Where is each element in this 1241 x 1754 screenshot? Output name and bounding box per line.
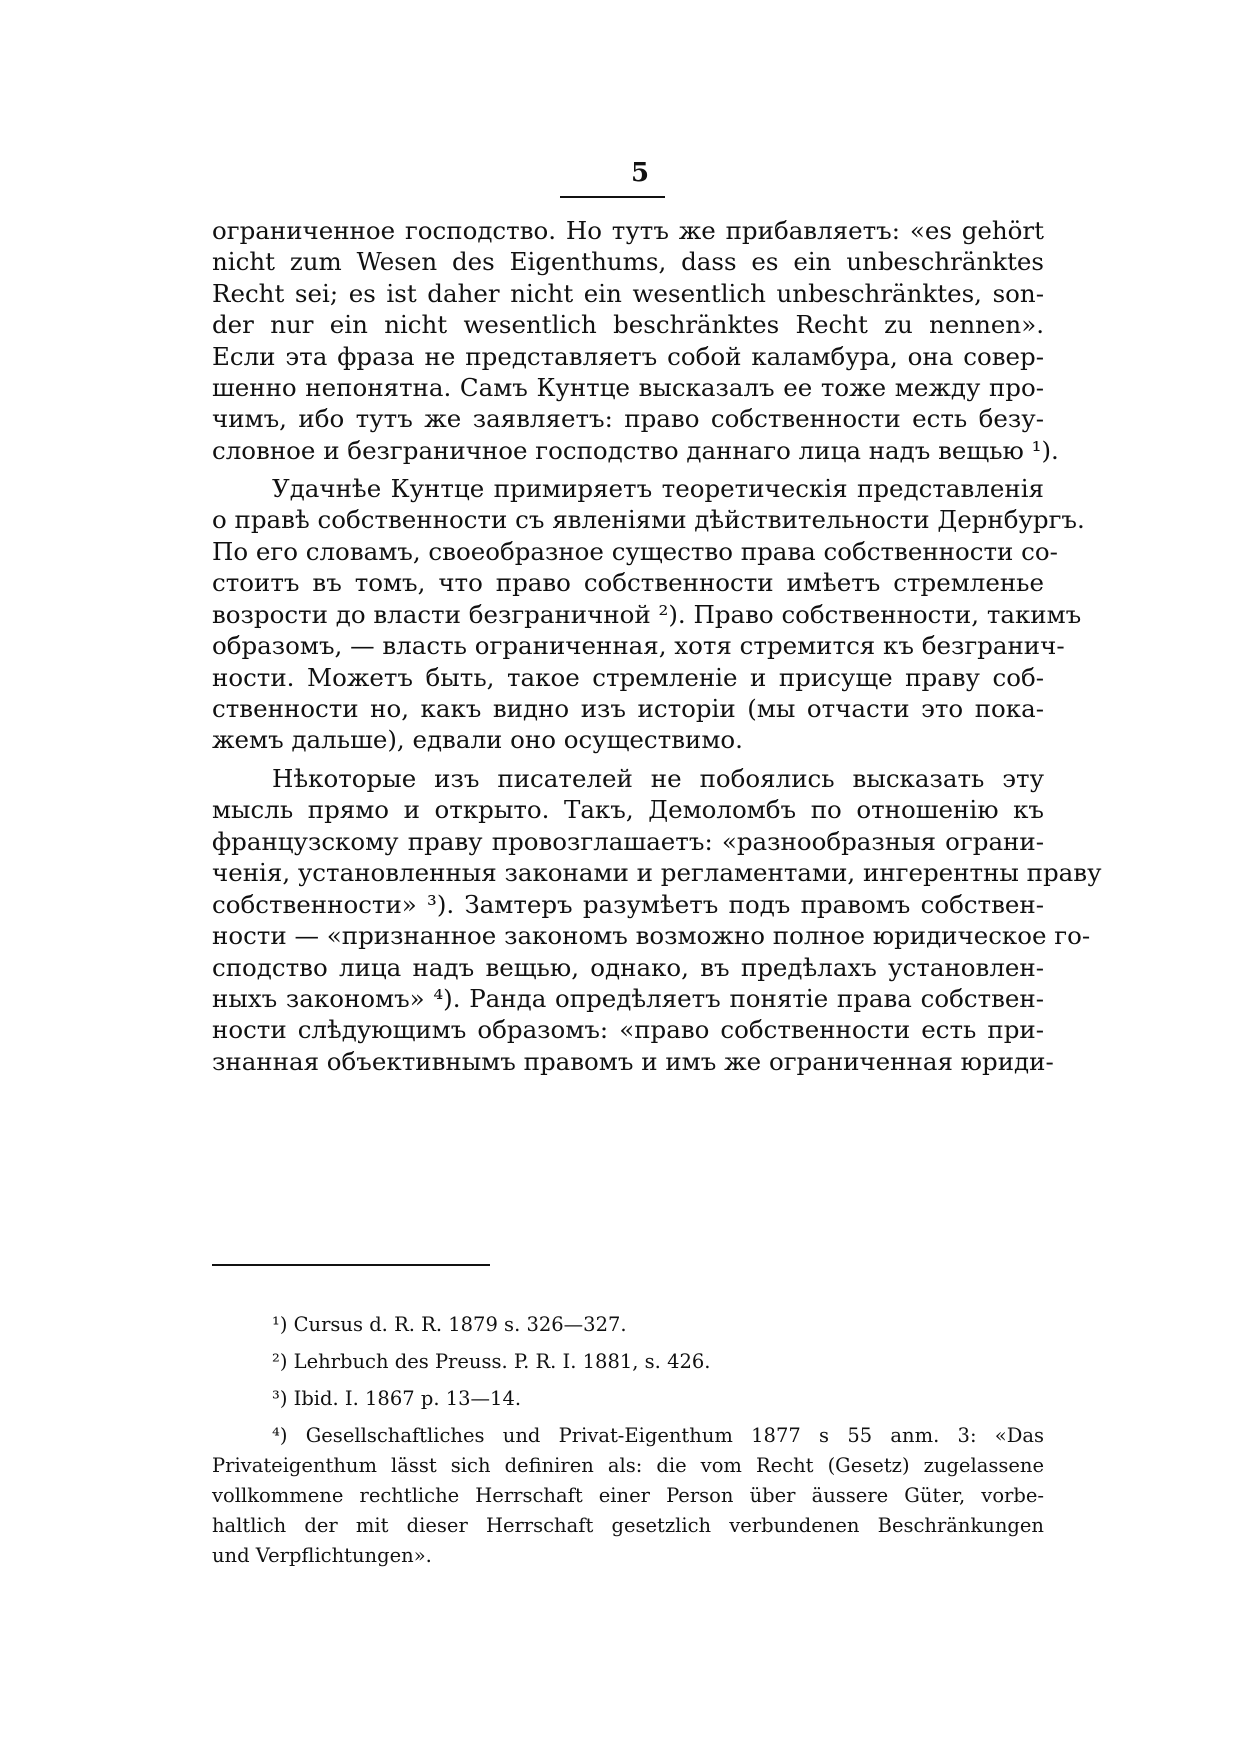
paragraph-1-line: словное и безграничное господство даннаго лица надъ вещью ¹). xyxy=(212,436,1059,465)
paragraph-2-line: образомъ, — власть ограниченная, хотя стремится къ безгранич- xyxy=(212,631,1065,660)
paragraph-1-line: nicht zum Wesen des Eigenthums, dass es ein unbeschränktes xyxy=(212,247,1044,276)
paragraph-2-line: ности. Можетъ быть, такое стремленіе и присуще праву соб- xyxy=(212,663,1044,692)
paragraph-3-line: французскому праву провозглашаетъ: «разнообразныя ограни- xyxy=(212,827,1044,856)
paragraph-3-line: ченія, установленныя законами и регламентами, ингерентны праву xyxy=(212,858,1102,887)
page-number: 5 xyxy=(630,158,650,188)
paragraph-1-line: Если эта фраза не представляетъ собой каламбура, она совер- xyxy=(212,342,1044,371)
paragraph-2-line: ственности но, какъ видно изъ исторіи (мы отчасти это пока- xyxy=(212,694,1044,723)
footnote-4-line: Privateigenthum lässt sich definiren als: die vom Recht (Gesetz) zugelassene xyxy=(212,1454,1044,1477)
paragraph-2-line: возрости до власти безграничной ²). Право собственности, такимъ xyxy=(212,600,1082,629)
paragraph-3-line: сподство лица надъ вещью, однако, въ предѣлахъ установлен- xyxy=(212,953,1044,982)
paragraph-3-line: ности — «признанное закономъ возможно полное юридическое го- xyxy=(212,921,1091,950)
paragraph-1-line: der nur ein nicht wesentlich beschränktes Recht zu nennen». xyxy=(212,310,1044,339)
paragraph-1-line: шенно непонятна. Самъ Кунтце высказалъ ее тоже между про- xyxy=(212,373,1044,402)
paragraph-2-line: стоитъ въ томъ, что право собственности имѣетъ стремленье xyxy=(212,568,1044,597)
footnote-4-line: haltlich der mit dieser Herrschaft gesetzlich verbundenen Beschränkungen xyxy=(212,1514,1044,1537)
footnote-4-line: ⁴) Gesellschaftliches und Privat-Eigenthum 1877 s 55 anm. 3: «Das xyxy=(272,1424,1044,1447)
paragraph-3-line: ныхъ закономъ» ⁴). Ранда опредѣляетъ понятіе права собствен- xyxy=(212,984,1044,1013)
page-number-rule xyxy=(560,196,665,198)
footnote-4-line: und Verpflichtungen». xyxy=(212,1544,432,1567)
paragraph-1-line: чимъ, ибо тутъ же заявляетъ: право собственности есть безу- xyxy=(212,404,1044,433)
footnote-1: ¹) Cursus d. R. R. 1879 s. 326—327. xyxy=(272,1313,627,1336)
paragraph-2-line: жемъ дальше), едвали оно осуществимо. xyxy=(212,725,743,754)
paragraph-3-line: собственности» ³). Замтеръ разумѣетъ подъ правомъ собствен- xyxy=(212,890,1044,919)
footnote-3: ³) Ibid. I. 1867 p. 13—14. xyxy=(272,1387,522,1410)
paragraph-2-line: Удачнѣе Кунтце примиряетъ теоретическія представленія xyxy=(272,474,1044,503)
paragraph-3-line: знанная объективнымъ правомъ и имъ же ограниченная юриди- xyxy=(212,1047,1054,1076)
paragraph-3-line: ности слѣдующимъ образомъ: «право собственности есть при- xyxy=(212,1015,1044,1044)
paragraph-3-line: мысль прямо и открыто. Такъ, Демоломбъ по отношенію къ xyxy=(212,795,1044,824)
paragraph-2-line: о правѣ собственности съ явленіями дѣйствительности Дернбургъ. xyxy=(212,505,1085,534)
footnote-4-line: vollkommene rechtliche Herrschaft einer Person über äussere Güter, vorbe- xyxy=(212,1484,1044,1507)
paragraph-3-line: Нѣкоторые изъ писателей не побоялись высказать эту xyxy=(272,764,1044,793)
footnote-2: ²) Lehrbuch des Preuss. P. R. I. 1881, s. 426. xyxy=(272,1350,711,1373)
footnote-separator xyxy=(212,1264,490,1266)
paragraph-2-line: По его словамъ, своеобразное существо права собственности со- xyxy=(212,537,1058,566)
paragraph-1-line: ограниченное господство. Но тутъ же прибавляетъ: «es gehört xyxy=(212,216,1044,245)
paragraph-1-line: Recht sei; es ist daher nicht ein wesentlich unbeschränktes, son- xyxy=(212,279,1044,308)
